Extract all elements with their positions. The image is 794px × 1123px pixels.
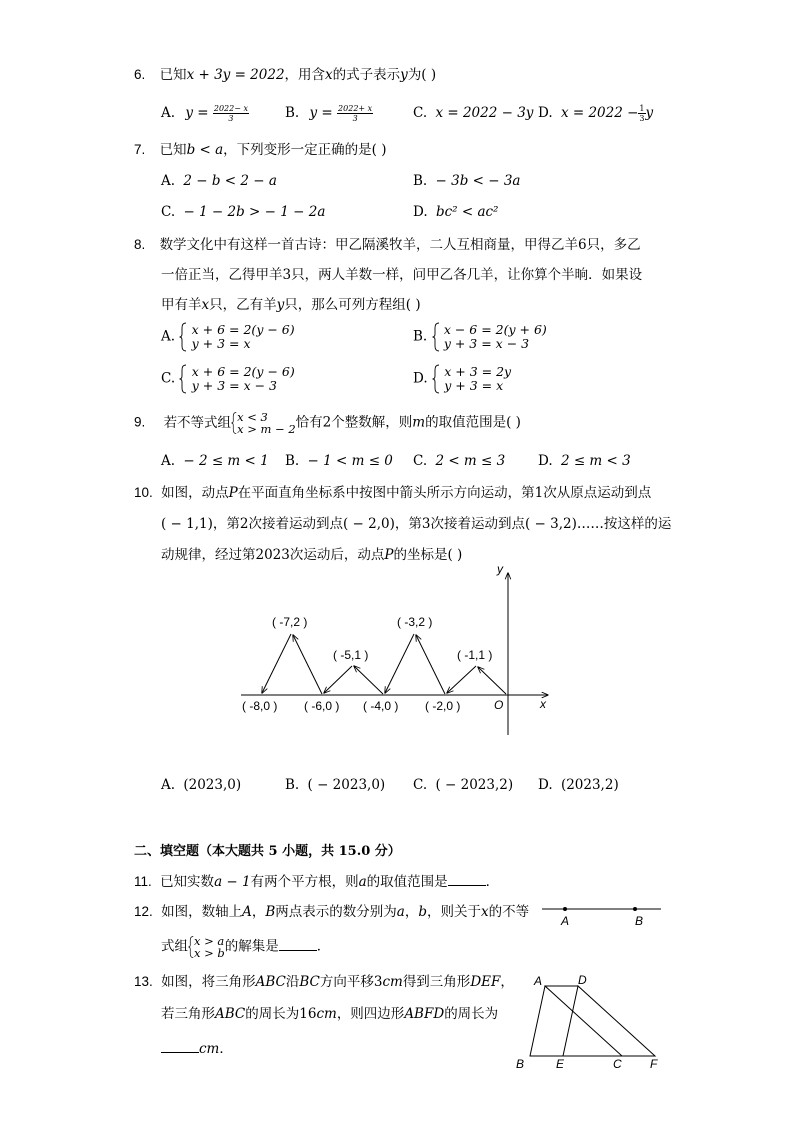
svg-text:F: F [650, 1057, 658, 1071]
path-segment [354, 666, 383, 694]
point-label: ( -7,2 ) [272, 615, 308, 629]
answer-blank[interactable] [279, 936, 317, 951]
triangle-def [563, 986, 655, 1056]
q13-stem-line3: cm． [161, 1038, 233, 1058]
q10-coordinate-figure [236, 565, 556, 740]
path-segment [262, 634, 291, 693]
q12-stem-line2: 式组 x > a x > b 的解集是 ． [161, 934, 331, 960]
svg-text:D: D [578, 973, 587, 987]
y-axis-label: y [497, 565, 503, 576]
q10-option-b[interactable]: B. ( − 2023,0) [285, 777, 386, 793]
brace-icon [432, 322, 440, 352]
point-b [633, 907, 637, 911]
q8-option-d[interactable]: D. x + 3 = 2y y + 3 = x [413, 364, 512, 393]
svg-text:C: C [613, 1057, 622, 1071]
point-label: ( -4,0 ) [363, 699, 399, 713]
q10-option-c[interactable]: C. ( − 2023,2) [413, 777, 514, 793]
q8-option-c[interactable]: C. x + 6 = 2(y − 6) y + 3 = x − 3 [161, 364, 295, 393]
origin-label: O [494, 698, 504, 712]
q12-number-line-figure [540, 898, 665, 930]
answer-blank[interactable] [448, 871, 486, 886]
q13-translation-figure [512, 970, 667, 1074]
q8-stem-line1: 8. 数学文化中有这样一首古诗：甲乙隔溪牧羊，二人互相商量，甲得乙羊6只，多乙 [134, 237, 641, 253]
x-axis-label: x [540, 697, 546, 711]
q9-option-d[interactable]: D. 2 ≤ m < 3 [538, 453, 631, 469]
q6-stem: 6. 已知x + 3y = 2022，用含x的式子表示y为( ) [134, 67, 437, 83]
brace-icon [179, 364, 187, 394]
svg-text:E: E [556, 1057, 565, 1071]
svg-text:A: A [561, 914, 570, 928]
point-label: ( -6,0 ) [304, 699, 340, 713]
q9-stem: 9. 若不等式组 x < 3 x > m − 2 恰有2个整数解，则m的取值范围是( ) [134, 410, 521, 436]
q7-stem: 7. 已知b < a，下列变形一定正确的是( ) [134, 142, 387, 158]
q8-stem-line3: 甲有羊x只，乙有羊y只，那么可列方程组( ) [161, 297, 421, 313]
q9-option-a[interactable]: A. − 2 ≤ m < 1 [161, 453, 269, 469]
svg-text:B: B [516, 1057, 525, 1071]
svg-text:A: A [534, 974, 543, 988]
path-segment [416, 635, 445, 694]
q10-stem-line2: ( − 1,1)，第2次接着运动到点( − 2,0)，第3次接着运动到点( − 3,2)……按这样的运 [161, 516, 672, 532]
q11-stem: 11. 已知实数a − 1有两个平方根，则a的取值范围是 ． [134, 871, 499, 891]
q8-option-a[interactable]: A. x + 6 = 2(y − 6) y + 3 = x [161, 322, 295, 351]
brace-icon [432, 364, 440, 394]
point-label: ( -3,2 ) [397, 615, 433, 629]
path-segment [324, 666, 352, 693]
q13-stem-line1: 13. 如图，将三角形ABC沿BC方向平移3cm得到三角形DEF， [134, 974, 514, 990]
path-segment [447, 666, 476, 693]
point-a [563, 907, 567, 911]
path-segment [385, 634, 414, 693]
q8-stem-line2: 一倍正当，乙得甲羊3只，两人羊数一样，问甲乙各几羊，让你算个半晌．如果设 [161, 267, 643, 283]
point-label: ( -2,0 ) [425, 699, 461, 713]
fraction: $\frac{2022+ x}{3}$ [338, 104, 373, 123]
fraction: $\frac{1}{3}$ [639, 104, 645, 123]
svg-text:B: B [635, 914, 644, 928]
path-segment [478, 667, 506, 694]
section-heading: 二、填空题（本大题共 5 小题，共 15.0 分） [134, 844, 401, 859]
q7-option-d[interactable]: D. bc² < ac² [413, 204, 499, 220]
q7-option-b[interactable]: B. − 3b < − 3a [413, 173, 521, 189]
q10-option-a[interactable]: A. (2023,0) [161, 777, 242, 793]
q9-option-b[interactable]: B. − 1 < m ≤ 0 [285, 453, 393, 469]
q6-option-d[interactable]: D. x = 2022 − $\frac{1}{3}$ y [538, 104, 654, 123]
q9-option-c[interactable]: C. 2 < m ≤ 3 [413, 453, 506, 469]
point-label: ( -8,0 ) [242, 699, 278, 713]
q13-stem-line2: 若三角形ABC的周长为16cm，则四边形ABFD的周长为 [161, 1006, 499, 1022]
brace-icon [179, 322, 187, 352]
q12-stem-line1: 12. 如图，数轴上A，B两点表示的数分别为a，b，则关于x的不等 [134, 904, 530, 920]
answer-blank[interactable] [161, 1038, 199, 1053]
q6-option-c[interactable]: C. x = 2022 − 3y [413, 105, 534, 121]
q7-option-a[interactable]: A. 2 − b < 2 − a [161, 173, 277, 189]
q6-option-b[interactable]: B. y = $\frac{2022+ x}{3}$ [285, 104, 373, 123]
fraction: $\frac{2022- x}{3}$ [213, 104, 248, 123]
point-label: ( -5,1 ) [333, 648, 369, 662]
point-label: ( -1,1 ) [457, 648, 493, 662]
q6-option-a[interactable]: A. y = $\frac{2022- x}{3}$ [161, 104, 248, 123]
q10-stem-line1: 10. 如图，动点P在平面直角坐标系中按图中箭头所示方向运动，第1次从原点运动到点 [134, 485, 652, 501]
q10-stem-line3: 动规律，经过第2023次运动后，动点P的坐标是( ) [161, 547, 463, 563]
q10-option-d[interactable]: D. (2023,2) [538, 777, 619, 793]
q8-option-b[interactable]: B. x − 6 = 2(y + 6) y + 3 = x − 3 [413, 322, 547, 351]
q7-option-c[interactable]: C. − 1 − 2b > − 1 − 2a [161, 204, 326, 220]
path-segment [293, 635, 322, 694]
